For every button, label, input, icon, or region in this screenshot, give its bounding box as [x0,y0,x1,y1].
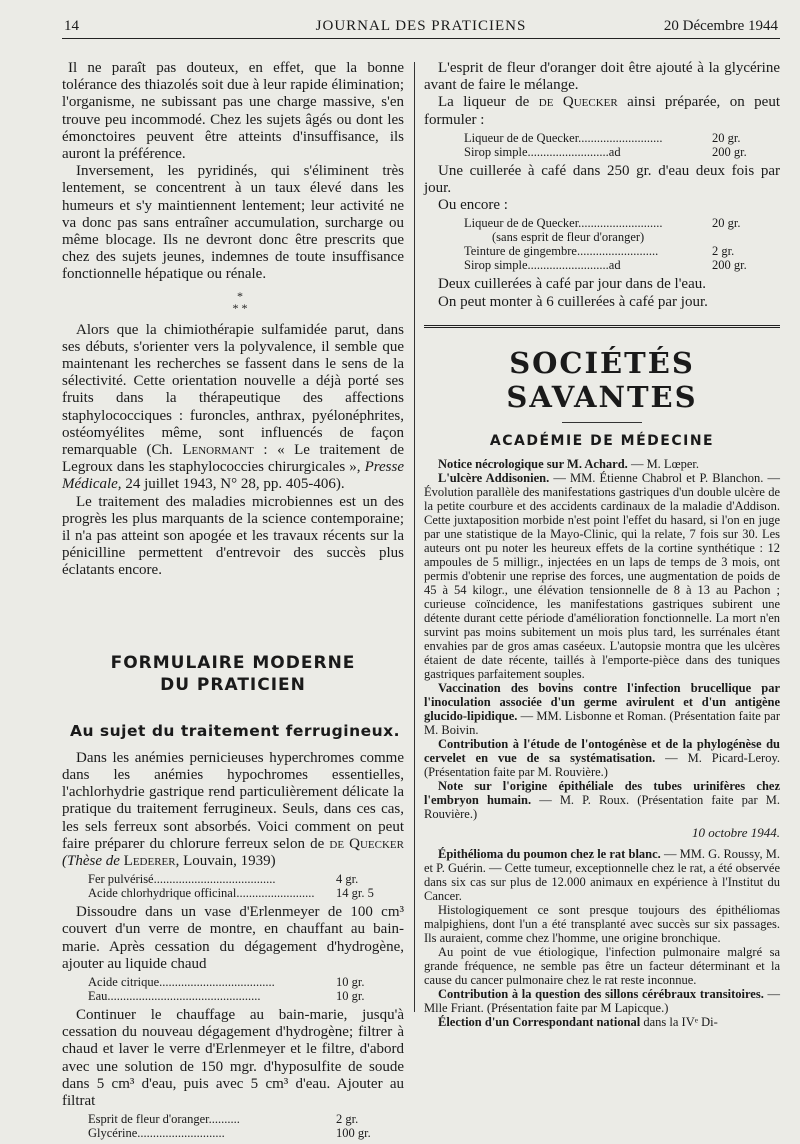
paragraph: Alors que la chimiothérapie sulfamidée parut, dans ses débuts, s'orienter vers la polyvalence, il semble que maintenant les recherches se fassent dans le sens de la sélectivité. Cette orientation nouvelle a déjà porté ses fruits dans la thérapeutique des affections staphylococciques : furoncles, anthrax, pyélonéphrites, ostéomyélites même, sont influencés de façon remarquable (Ch. Lenormant : « Le traitement de Legroux dans les staphylococcies chirurgicales », Presse Médicale, 24 juillet 1943, N° 28, pp. 405-406). [62,321,404,493]
prescription-list [464,131,780,159]
prescription-row: Acide chlorhydrique officinal......................... 14 gr. 5 [88,886,374,901]
paragraph: Inversement, les pyridinés, qui s'éliminent très lentement, se concentrent à un taux élevé dans les humeurs et s'y maintiennent lentement; leur activité ne va donc pas sans entraîner accumulation, surcharge ou même blocage. Ils ne devront donc être prescrits que chez des sujets jeunes, indemnes de toute insuffisance fonctionnelle hépatique ou rénale. [62,163,404,283]
prescription-row: Fer pulvérisé....................................... 4 gr. [88,872,359,887]
paragraph: Une cuillerée à café dans 250 gr. d'eau deux fois par jour. [424,162,780,197]
paragraph: Dissoudre dans un vase d'Erlenmeyer de 100 cm³ couvert d'un verre de montre, en chauffant au bain-marie. Après cessation du dégagement d'hydrogène, ajouter au liquide chaud [62,904,404,972]
prescription-list [464,216,780,272]
prescription-list [88,1112,404,1140]
paragraph: Continuer le chauffage au bain-marie, jusqu'à cessation du nouveau dégagement d'hydrogène; filtrer à chaud et laver le verre d'Erlenmeyer et le filtre, d'abord avec une solution de 150 mgr. d'hyposulfite de soude dans 5 cm³ d'eau, puis avec 5 cm³ d'eau. Ajouter au filtrat [62,1006,404,1109]
section-rule [424,325,780,328]
session-date: 10 octobre 1944. [692,824,780,840]
section-separator-asterisks: * * * [232,288,248,315]
journal-title: JOURNAL DES PRATICIENS [315,18,527,34]
prescription-row: Liqueur de de Quecker........................... 20 gr. [464,130,741,145]
society-entry: Contribution à l'étude de l'ontogénèse et de la phylogénèse du cervelet en vue de sa systématisation. — M. Picard-Leroy. (Présentation faite par M. Rouvière.) [424,736,781,779]
society-entry: Notice nécrologique sur M. Achard. — M. Lœper. [438,456,699,471]
prescription-list [88,975,404,1003]
section-heading-societes: SOCIÉTÉS SAVANTES [506,345,698,414]
paragraph: Dans les anémies pernicieuses hyperchromes comme dans les anémies hypochromes essentielles, l'achlorhydrie gastrique rend particulièrement délicate la pratique du traitement ferrugineux. Seuls, dans ces cas, les sels ferreux sont absorbés. Voici comment on peut faire préparer du chlorure ferreux selon de de Quecker (Thèse de Lederer, Louvain, 1939) [62,749,404,869]
prescription-row: Teinture de gingembre.......................... 2 gr. [464,244,735,259]
prescription-row: Sirop simple..........................ad 200 gr. [464,258,747,273]
column-divider [414,62,415,1012]
prescription-list [88,872,404,900]
paragraph: L'esprit de fleur d'oranger doit être ajouté à la glycérine avant de faire le mélange. [424,60,780,94]
article-title: Au sujet du traitement ferrugineux. [70,721,401,740]
prescription-row: Eau................................................. 10 gr. [88,988,365,1003]
subsection-heading-academie: ACADÉMIE DE MÉDECINE [489,432,715,449]
prescription-row: Glycérine............................ 100 gr. [88,1126,371,1141]
page-header [62,16,780,39]
society-entry: Épithélioma du poumon chez le rat blanc. — MM. G. Roussy, M. et P. Guérin. — Cette tumeur, exceptionnelle chez le rat, a été observée dans six cas sur plus de 12.000 animaux en expérience à l'Institut du Cancer. [424,846,780,903]
paragraph: Le traitement des maladies microbiennes est un des progrès les plus marquants de la science contemporaine; il n'a pas atteint son apogée et les travaux récents sur la pénicilline permettent d'entrevoir des succès plus éclatants encore. [62,493,404,579]
issue-date: 20 Décembre 1944 [663,18,778,34]
paragraph: On peut monter à 6 cuillerées à café par jour. [438,293,708,310]
paragraph: Il ne paraît pas douteux, en effet, que la bonne tolérance des thiazolés soit due à leur rapide élimination; l'organisme, ne subissant pas une charge massive, s'en trouve peu incommodé. Chez les sujets âgés ou dont les émonctoires peuvent être atteints d'insuffisance, ils auront la préférence. [62,60,404,163]
society-entry: Contribution à la question des sillons cérébraux transitoires. — Mlle Friant. (Présentation faite par M Lapicque.) [424,986,780,1015]
right-column [424,60,780,1029]
paragraph: Au point de vue étiologique, l'infection pulmonaire malgré sa grande fréquence, ne semble pas être un facteur déterminant et la cause du cancer pulmonaire chez le rat reste inconnue. [424,944,780,987]
paragraph: Histologiquement ce sont presque toujours des épithéliomas malpighiens, dont l'un a été transplanté avec succès sur six passages. Ils auraient, comme chez l'homme, une origine bronchique. [424,902,780,945]
prescription-row: Sirop simple..........................ad 200 gr. [464,144,747,159]
society-entry: Élection d'un Correspondant national dans la IVᵉ Di- [438,1014,718,1029]
page-number: 14 [64,18,79,34]
paragraph: Ou encore : [438,197,508,214]
paragraph: Deux cuillerées à café par jour dans de l'eau. [438,276,706,293]
heading-underline [562,422,642,423]
society-entry: L'ulcère Addisonien. — MM. Étienne Chabrol et P. Blanchon. — Évolution parallèle des manifestations gastriques d'un double ulcère de la petite courbure et des accidents cardinaux de la maladie d'Addison. Cette juxtaposition morbide n'est point l'effet du hasard, si l'on en juge par une statistique de la Mayo-Clinic, qui la relate, 7 fois sur 30. Les auteurs ont pu noter les heureux effets de la cortine synthétique : 12 ampoules de 5 milligr., injectées en un laps de temps de 3 mois, ont permis d'obtenir une reprise des forces, une augmentation de poids de 45 à 54 kilogr., une élévation tensionnelle de 8 à 13 au Pachon ; curieuse coïncidence, les manifestations gastriques subirent une détente durant cette période d'amélioration fonctionnelle. La mort n'en survint pas moins subitement un mois plus tard, les surrénales étant envahies par de gros amas caséeux. L'autopsie montra que les ulcères étaient de date récente, taillés à l'emporte-pièce dans des tuniques gastriques parfaitement souples. [424,470,780,681]
society-entry: Note sur l'origine épithéliale des tubes urinifères chez l'embryon humain. — M. P. Roux. (Présentation faite par M. Rouvière.) [424,778,780,821]
prescription-row: Liqueur de de Quecker........................... 20 gr. [464,216,741,231]
prescription-note: (sans esprit de fleur d'oranger) [492,230,645,245]
prescription-row: Acide citrique..................................... 10 gr. [88,974,365,989]
section-heading-formulaire: FORMULAIRE MODERNE DU PRATICIEN [110,652,356,695]
left-column [62,60,404,1144]
paragraph: La liqueur de de Quecker ainsi préparée, on peut formuler : [424,94,780,128]
society-entry: Vaccination des bovins contre l'infection brucellique par l'inoculation associée d'un germe avirulent et d'un antigène glucido-lipidique. — MM. Lisbonne et Roman. (Présentation faite par M. Boivin. [424,680,780,737]
prescription-row: Esprit de fleur d'oranger.......... 2 gr. [88,1112,359,1127]
